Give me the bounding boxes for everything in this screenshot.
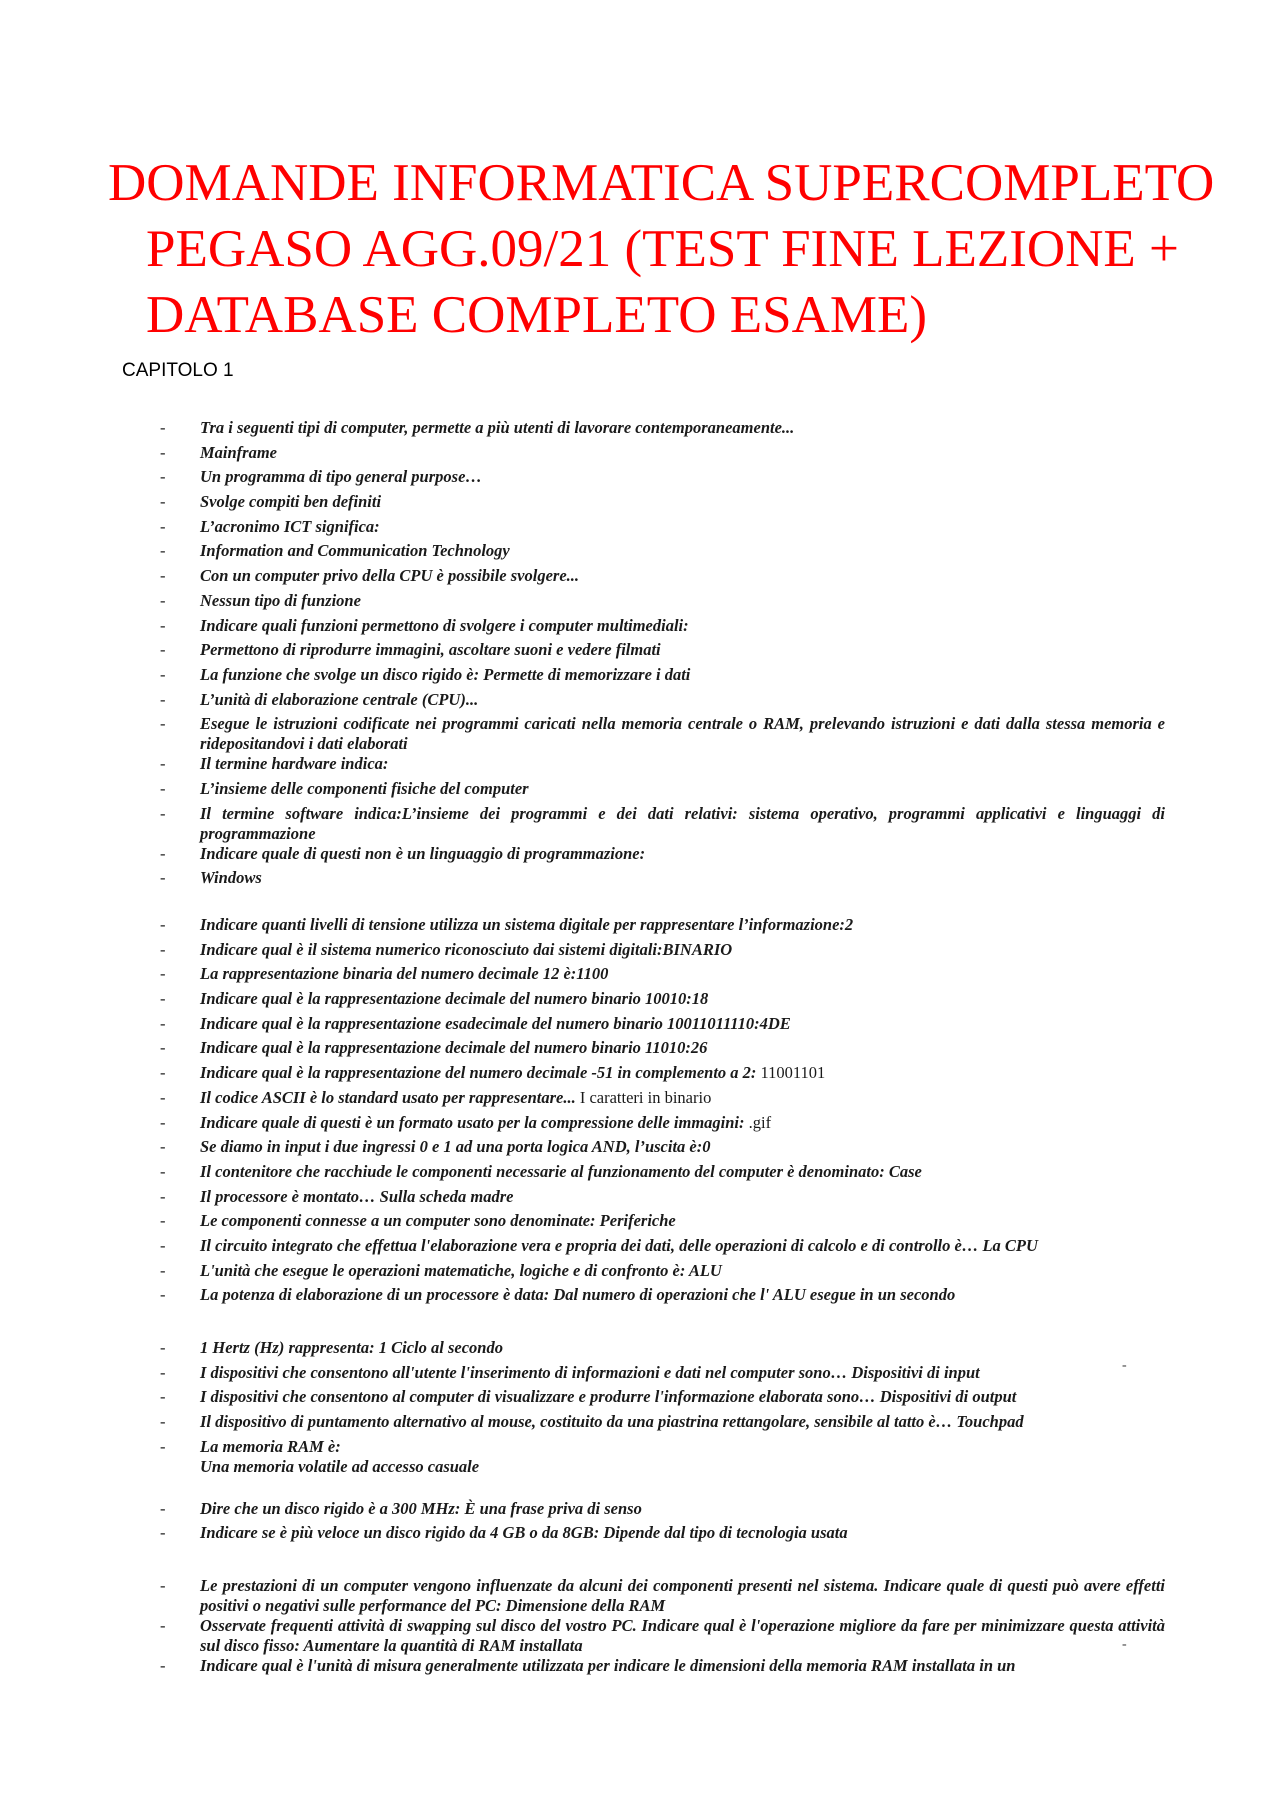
list-item: - Indicare quale di questi non è un linguaggio di programmazione: — [160, 843, 646, 863]
list-item: - Il processore è montato… Sulla scheda madre — [160, 1186, 514, 1206]
list-item: - Osservate frequenti attività di swapping sul disco del vostro PC. Indicare qual è l'operazione migliore da fare per minimizzare questa attività sul disco fisso: Aumentare la quantità di RAM installata — [160, 1616, 1165, 1656]
list-item: - La potenza di elaborazione di un processore è data: Dal numero di operazioni che l' ALU esegue in un secondo — [160, 1285, 956, 1305]
list-item: - Indicare qual è la rappresentazione decimale del numero binario 10010:18 — [160, 989, 709, 1009]
bullet-dash: - — [160, 1087, 166, 1107]
bullet-dash: - — [160, 492, 166, 512]
bullet-dash: - — [160, 1112, 166, 1132]
bullet-dash: - — [160, 541, 166, 561]
list-item: - Indicare qual è l'unità di misura generalmente utilizzata per indicare le dimensioni della memoria RAM installata in un — [160, 1656, 1016, 1676]
bullet-dash: - — [160, 1338, 166, 1357]
spacer — [0, 1548, 1280, 1576]
list-item: - Mainframe — [160, 442, 278, 462]
title-line-3: DATABASE COMPLETO ESAME) — [146, 286, 927, 344]
bullet-dash: - — [160, 843, 166, 863]
list-item: - I dispositivi che consentono all'utente l'inserimento di informazioni e dati nel computer sono… Dispositivi di input — [160, 1362, 980, 1382]
bullet-dash: - — [160, 418, 166, 437]
bullet-dash: - — [160, 689, 166, 709]
list-item: - La rappresentazione binaria del numero decimale 12 è:1100 — [160, 964, 609, 984]
list-item: - Il dispositivo di puntamento alternativo al mouse, costituito da una piastrina rettangolare, sensibile al tatto è… Touchpad — [160, 1412, 1024, 1432]
spacer — [0, 1310, 1280, 1338]
list-item: - Le componenti connesse a un computer sono denominate: Periferiche — [160, 1211, 676, 1231]
bullet-dash: - — [160, 1656, 166, 1676]
list-item: - Windows — [160, 868, 262, 888]
bullet-dash: - — [160, 640, 166, 660]
list-item: - Con un computer privo della CPU è possibile svolgere... — [160, 566, 580, 586]
list-item: - Tra i seguenti tipi di computer, permette a più utenti di lavorare contemporaneamente... — [160, 418, 795, 437]
list-item: - Le prestazioni di un computer vengono influenzate da alcuni dei componenti presenti nel sistema. Indicare quale di questi può avere effetti positivi o negativi sulle performance del PC: Dimensione della RAM — [160, 1576, 1165, 1616]
list-item: - La memoria RAM è: Una memoria volatile ad accesso casuale — [160, 1436, 480, 1476]
list-item: - Indicare quanti livelli di tensione utilizza un sistema digitale per rappresentare l’informazione:2 — [160, 915, 854, 934]
bullet-dash: - — [160, 615, 166, 635]
bullet-dash: - — [160, 1063, 166, 1083]
bullet-dash: - — [160, 1616, 166, 1636]
list-item: - L'unità che esegue le operazioni matematiche, logiche e di confronto è: ALU — [160, 1260, 722, 1280]
bullet-dash: - — [160, 714, 166, 734]
bullet-dash: - — [160, 939, 166, 959]
bullet-dash: - — [160, 566, 166, 586]
bullet-dash: - — [160, 868, 166, 888]
bullet-dash: - — [160, 1260, 166, 1280]
list-item: - Dire che un disco rigido è a 300 MHz: È una frase priva di senso — [160, 1498, 642, 1518]
list-item: - I dispositivi che consentono al computer di visualizzare e produrre l'informazione elaborata sono… Dispositivi di output — [160, 1387, 1017, 1407]
bullet-dash: - — [160, 1235, 166, 1255]
bullet-dash: - — [160, 1161, 166, 1181]
list-item: - Il termine hardware indica: — [160, 754, 389, 774]
bullet-dash: - — [160, 590, 166, 610]
list-item: - Esegue le istruzioni codificate nei programmi caricati nella memoria centrale o RAM, prelevando istruzioni e dati dalla stessa memoria e ridepositandovi i dati elaborati — [160, 714, 1165, 754]
bullet-dash: - — [160, 467, 166, 487]
list-item: - Permettono di riprodurre immagini, ascoltare suoni e vedere filmati — [160, 640, 661, 660]
bullet-dash: - — [160, 664, 166, 684]
bullet-dash: - — [160, 989, 166, 1009]
list-item: - Il termine software indica:L’insieme dei programmi e dei dati relativi: sistema operativo, programmi applicativi e linguaggi di programmazione — [160, 803, 1165, 843]
bullet-dash: - — [160, 1412, 166, 1432]
list-item: - Se diamo in input i due ingressi 0 e 1 ad una porta logica AND, l’uscita è:0 — [160, 1137, 711, 1157]
question-list — [0, 418, 1280, 1681]
list-item: - Indicare qual è la rappresentazione del numero decimale -51 in complemento a 2: 11001101 — [160, 1063, 826, 1083]
bullet-dash: - — [160, 778, 166, 798]
list-item: - Information and Communication Technology — [160, 541, 510, 561]
stray-dash-mark: - — [1122, 1358, 1127, 1373]
list-item: - L’insieme delle componenti fisiche del computer — [160, 778, 529, 798]
bullet-dash: - — [160, 516, 166, 536]
list-item: - Il circuito integrato che effettua l'elaborazione vera e propria dei dati, delle operazioni di calcolo e di controllo è… La CPU — [160, 1235, 1038, 1255]
list-item: - L’acronimo ICT significa: — [160, 516, 380, 536]
bullet-dash: - — [160, 1498, 166, 1518]
bullet-dash: - — [160, 1038, 166, 1058]
bullet-dash: - — [160, 1436, 166, 1456]
bullet-dash: - — [160, 754, 166, 774]
bullet-dash: - — [160, 1186, 166, 1206]
title-line-1: DOMANDE INFORMATICA SUPERCOMPLETO — [108, 154, 1215, 212]
bullet-dash: - — [160, 1576, 166, 1596]
bullet-dash: - — [160, 915, 166, 934]
list-item: - Indicare qual è il sistema numerico riconosciuto dai sistemi digitali:BINARIO — [160, 939, 733, 959]
list-item: - Il codice ASCII è lo standard usato per rappresentare... I caratteri in binario — [160, 1087, 712, 1107]
bullet-dash: - — [160, 1387, 166, 1407]
spacer — [0, 893, 1280, 915]
list-item: - Indicare se è più veloce un disco rigido da 4 GB o da 8GB: Dipende dal tipo di tecnologia usata — [160, 1523, 848, 1543]
bullet-dash: - — [160, 1285, 166, 1305]
spacer — [0, 1477, 1280, 1499]
list-item: - La funzione che svolge un disco rigido è: Permette di memorizzare i dati — [160, 664, 691, 684]
bullet-dash: - — [160, 1211, 166, 1231]
bullet-dash: - — [160, 964, 166, 984]
stray-dash-mark: - — [1122, 1637, 1127, 1652]
list-item: - Indicare qual è la rappresentazione esadecimale del numero binario 10011011110:4DE — [160, 1013, 791, 1033]
bullet-dash: - — [160, 442, 166, 462]
bullet-dash: - — [160, 1013, 166, 1033]
bullet-dash: - — [160, 1137, 166, 1157]
list-item: - 1 Hertz (Hz) rappresenta: 1 Ciclo al secondo — [160, 1338, 503, 1357]
bullet-dash: - — [160, 1362, 166, 1382]
title-line-2: PEGASO AGG.09/21 (TEST FINE LEZIONE + — [146, 220, 1179, 278]
chapter-heading: CAPITOLO 1 — [122, 360, 234, 381]
list-item: - Svolge compiti ben definiti — [160, 492, 382, 512]
document-title — [108, 150, 1258, 348]
list-item: - Un programma di tipo general purpose… — [160, 467, 482, 487]
list-item: - Nessun tipo di funzione — [160, 590, 361, 610]
list-item: - Indicare quale di questi è un formato usato per la compressione delle immagini: .gif — [160, 1112, 772, 1132]
list-item: - Indicare quali funzioni permettono di svolgere i computer multimediali: — [160, 615, 689, 635]
list-item: - Indicare qual è la rappresentazione decimale del numero binario 11010:26 — [160, 1038, 708, 1058]
bullet-dash: - — [160, 1523, 166, 1543]
list-item: - Il contenitore che racchiude le componenti necessarie al funzionamento del computer è denominato: Case — [160, 1161, 922, 1181]
bullet-dash: - — [160, 803, 166, 823]
list-item: - L’unità di elaborazione centrale (CPU)... — [160, 689, 479, 709]
